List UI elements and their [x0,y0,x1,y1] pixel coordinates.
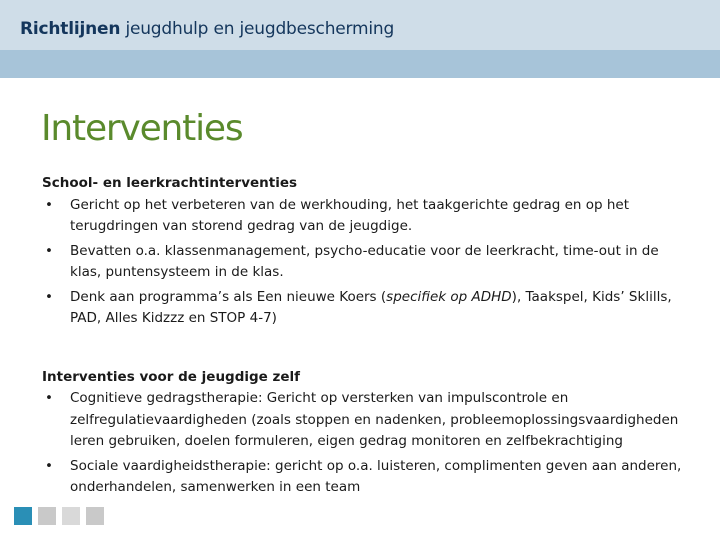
bullet-text-italic: specifiek op ADHD [386,288,512,305]
section-heading: School- en leerkrachtinterventies [42,175,298,191]
bullet-icon: • [45,196,53,213]
list-item [42,456,692,499]
bullet-text-part: Denk aan programma’s als Een nieuwe Koers ( [70,288,387,305]
section-gap [42,333,692,367]
bullet-text: Sociale vaardigheidstherapie: gericht op o.a. luisteren, complimenten geven aan anderen, onderhandelen, samenwerken in een team [70,457,682,495]
brand-rest: jeugdhulp en jeugdbescherming [120,19,395,39]
bullet-icon: • [45,242,53,259]
header-bar [0,0,720,50]
square-icon [38,507,56,525]
bullet-list [42,195,692,330]
list-item [42,287,692,330]
bullet-text: Bevatten o.a. klassenmanagement, psycho-educatie voor de leerkracht, time-out in de klas, puntensysteem in de klas. [70,242,659,280]
square-icon [62,507,80,525]
list-item [42,195,692,238]
square-icon [14,507,32,525]
list-item [42,388,692,453]
header-stripe [0,50,720,78]
bullet-icon: • [45,457,53,474]
bullet-icon: • [45,288,53,305]
section-heading: Interventies voor de jeugdige zelf [42,368,301,385]
slide-content [42,173,692,502]
bullet-text: Gericht op het verbeteren van de werkhouding, het taakgerichte gedrag en op het terugdringen van storend gedrag van de jeugdige. [70,196,630,234]
slide-title: Interventies [41,108,243,149]
brand-bold: Richtlijnen [20,19,121,39]
bullet-text-part: ), Taakspel, Kids’ Sklills, PAD, Alles Kidzzz en STOP 4-7) [70,288,672,326]
list-item [42,241,692,284]
square-icon [86,507,104,525]
bullet-text [70,289,672,327]
bullet-icon: • [45,390,53,406]
brand-logo-text [20,19,394,39]
bullet-text: Cognitieve gedragstherapie: Gericht op versterken van impulscontrole en zelfregulatievaardigheden (zoals stoppen en nadenken, probleemoplossingsvaardigheden leren gebruiken, doelen formuleren, eigen gedrag monitoren en zelfbekrachtiging [70,390,679,449]
bullet-list [42,388,692,499]
